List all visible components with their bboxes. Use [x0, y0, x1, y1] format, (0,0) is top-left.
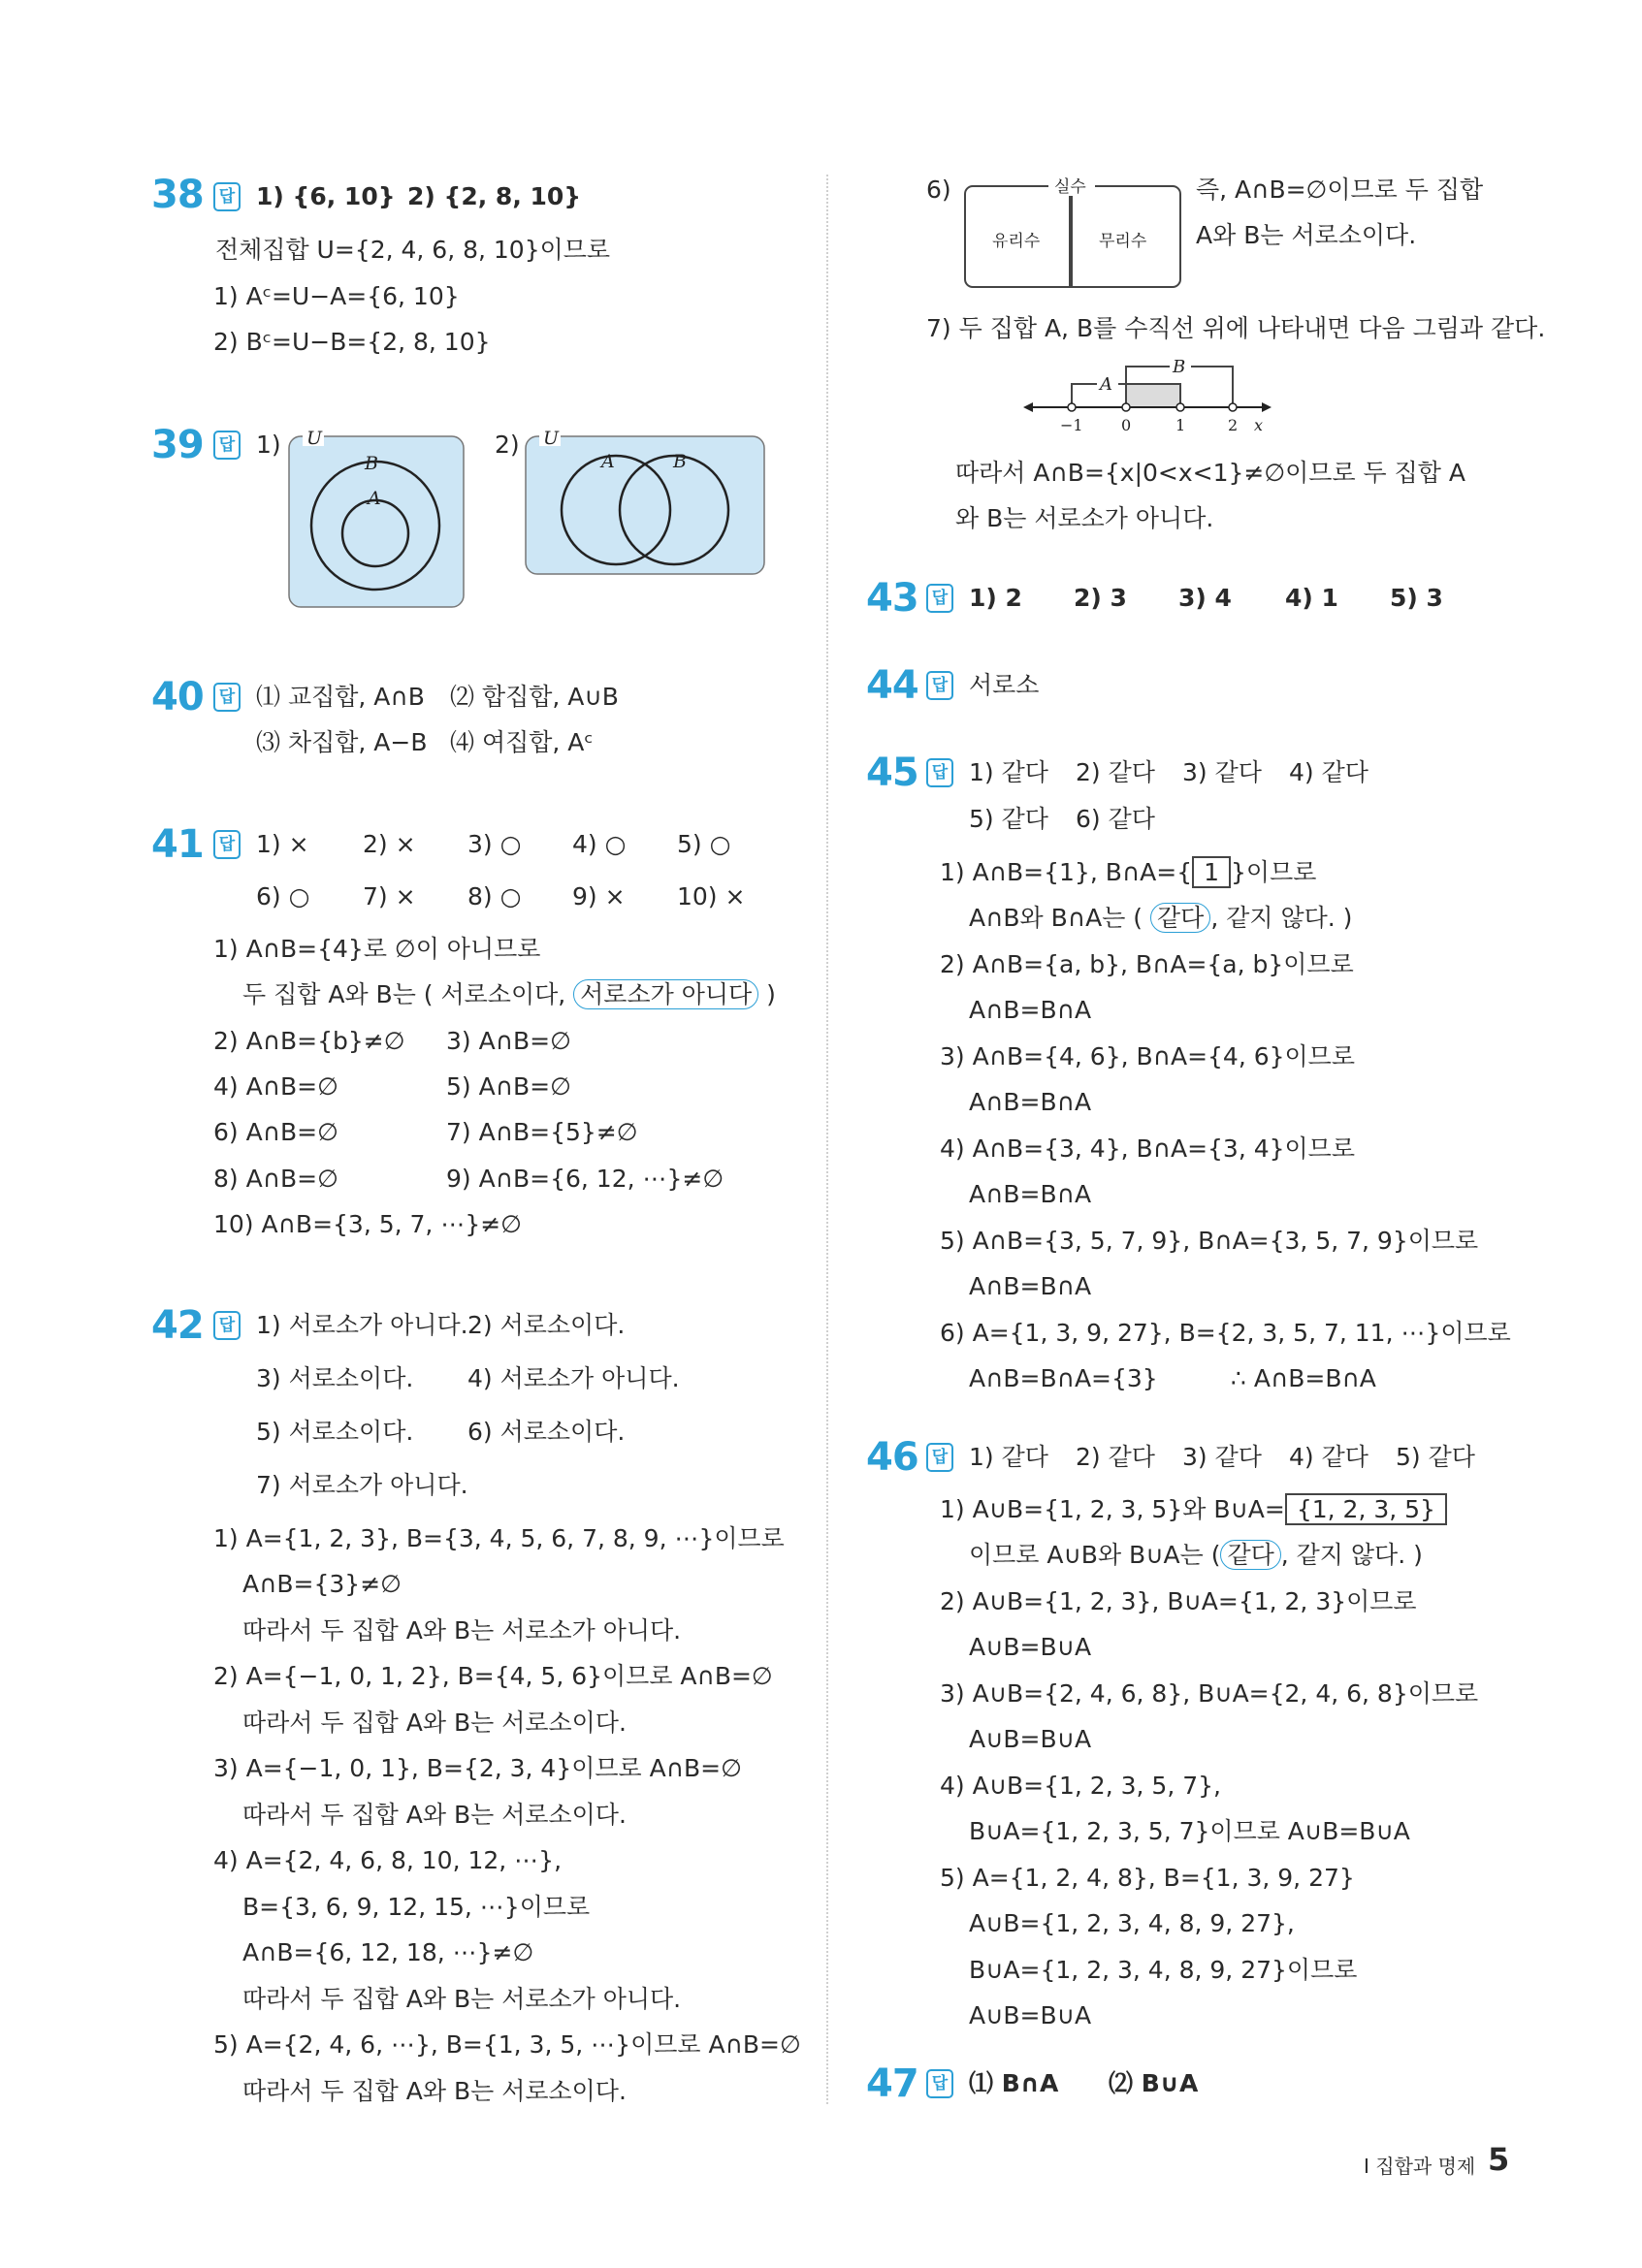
solution-line: 4) A∩B=∅ — [213, 1072, 338, 1101]
answer-38-2: 2) {2, 8, 10} — [407, 182, 582, 210]
nl-tick: 2 — [1228, 416, 1239, 434]
answer-badge: 답 — [213, 683, 241, 712]
problem-number-39: 39 — [151, 423, 204, 467]
problem-number-46: 46 — [866, 1435, 918, 1480]
answer-43-5: 5) 3 — [1390, 584, 1443, 612]
solution-line: 4) A∪B={1, 2, 3, 5, 7}, — [940, 1772, 1221, 1800]
solution-line: A∩B=B∩A — [969, 1180, 1092, 1208]
solution-line: 3) A∪B={2, 4, 6, 8}, B∪A={2, 4, 6, 8}이므로 — [940, 1679, 1479, 1708]
answer-47-1: ⑴ B∩A — [969, 2069, 1059, 2097]
solution-line: A∪B=B∪A — [969, 2001, 1092, 2029]
solution-line: 8) A∩B=∅ — [213, 1165, 338, 1193]
answer-43-2: 2) 3 — [1074, 584, 1127, 612]
solution-line: B∪A={1, 2, 3, 4, 8, 9, 27}이므로 — [969, 1956, 1358, 1984]
answer-46-3: 3) 같다 — [1182, 1443, 1262, 1471]
chapter-title: Ⅰ 집합과 명제 — [1364, 2155, 1476, 2178]
answer-40-2: ⑵ 합집합, A∪B — [450, 683, 619, 711]
answer-45-4: 4) 같다 — [1289, 758, 1368, 786]
answer-badge: 답 — [213, 182, 241, 211]
answer-41-1: 1) × — [256, 830, 309, 858]
nl-tick: 0 — [1121, 416, 1132, 434]
answer-45-6: 6) 같다 — [1076, 805, 1155, 833]
problem-number-40: 40 — [151, 675, 204, 719]
problem-number-44: 44 — [866, 663, 918, 708]
solution-line: 1) A∩B={1}, B∩A={ 1 }이므로 — [940, 858, 1317, 886]
nl-label-a: A — [1100, 374, 1112, 395]
answer-41-7: 7) × — [363, 882, 416, 910]
solution-line: 4) A∩B={3, 4}, B∩A={3, 4}이므로 — [940, 1134, 1355, 1163]
solution-line: 6) A∩B=∅ — [213, 1118, 338, 1146]
answer-40-3: ⑶ 차집합, A−B — [256, 728, 428, 756]
problem-number-43: 43 — [866, 576, 918, 621]
answer-41-10: 10) × — [677, 882, 746, 910]
solution-line: 두 집합 A와 B는 ( 서로소이다, 서로소가 아니다 ) — [242, 980, 776, 1008]
nl-axis-x: x — [1254, 416, 1264, 434]
answer-badge: 답 — [213, 1311, 241, 1340]
solution-line: 따라서 두 집합 A와 B는 서로소가 아니다. — [242, 1616, 682, 1645]
answer-42-4: 4) 서로소가 아니다. — [467, 1364, 680, 1392]
answer-40-4: ⑷ 여집합, Aᶜ — [450, 728, 594, 756]
solution-line: 5) A={2, 4, 6, ⋯}, B={1, 3, 5, ⋯}이므로 A∩B=∅ — [213, 2030, 801, 2059]
answer-47-2: ⑵ B∪A — [1109, 2069, 1199, 2097]
solution-line: 따라서 두 집합 A와 B는 서로소이다. — [242, 2077, 627, 2105]
solution-line: 1) A={1, 2, 3}, B={3, 4, 5, 6, 7, 8, 9, ⋯}이므로 — [213, 1524, 785, 1552]
answer-43-1: 1) 2 — [969, 584, 1022, 612]
solution-line: 따라서 두 집합 A와 B는 서로소이다. — [242, 1801, 627, 1829]
answer-46-1: 1) 같다 — [969, 1443, 1048, 1471]
solution-line: 9) A∩B={6, 12, ⋯}≠∅ — [446, 1165, 724, 1193]
solution-line: A∩B와 B∩A는 ( 같다 , 같지 않다. ) — [969, 904, 1353, 932]
answer-46-2: 2) 같다 — [1076, 1443, 1155, 1471]
solution-line: 6) — [926, 176, 951, 204]
solution-line: 2) Bᶜ=U−B={2, 8, 10} — [213, 328, 491, 356]
problem-number-47: 47 — [866, 2061, 918, 2106]
page-number: 5 — [1488, 2141, 1510, 2178]
answer-badge: 답 — [926, 671, 953, 700]
venn-diagram-1 — [287, 425, 467, 611]
answer-41-8: 8) ○ — [467, 882, 522, 910]
solution-line: A와 B는 서로소이다. — [1196, 221, 1417, 249]
solution-line: 2) A∩B={a, b}, B∩A={a, b}이므로 — [940, 950, 1354, 978]
solution-line: 5) A∩B=∅ — [446, 1072, 571, 1101]
solution-line: 5) A={1, 2, 4, 8}, B={1, 3, 9, 27} — [940, 1864, 1355, 1892]
answer-badge: 답 — [926, 2069, 953, 2098]
solution-line: 6) A={1, 3, 9, 27}, B={2, 3, 5, 7, 11, ⋯}이므로 — [940, 1319, 1511, 1347]
solution-line: 7) 두 집합 A, B를 수직선 위에 나타내면 다음 그림과 같다. — [926, 314, 1546, 342]
problem-number-41: 41 — [151, 822, 204, 867]
solution-line: A∩B={6, 12, 18, ⋯}≠∅ — [242, 1938, 534, 1966]
venn-label-u: U — [306, 428, 323, 449]
solution-line: 5) A∩B={3, 5, 7, 9}, B∩A={3, 5, 7, 9}이므로 — [940, 1227, 1479, 1255]
problem-number-38: 38 — [151, 173, 204, 217]
venn-label-b: B — [365, 453, 378, 474]
solution-line: 1) Aᶜ=U−A={6, 10} — [213, 282, 460, 310]
answer-40-1: ⑴ 교집합, A∩B — [256, 683, 425, 711]
venn-diagram-2 — [524, 425, 768, 578]
venn-label-u: U — [543, 428, 560, 449]
solution-line: A∩B={3}≠∅ — [242, 1570, 402, 1598]
answer-46-5: 5) 같다 — [1396, 1443, 1475, 1471]
answer-42-1: 1) 서로소가 아니다. — [256, 1311, 468, 1339]
solution-line: 1) A∩B={4}로 ∅이 아니므로 — [213, 935, 541, 963]
nl-tick: 1 — [1175, 416, 1186, 434]
problem-number-45: 45 — [866, 751, 918, 795]
nl-label-b: B — [1173, 357, 1186, 377]
circled-answer: 같다 — [1150, 903, 1210, 933]
box-label-rational: 유리수 — [992, 232, 1041, 251]
answer-42-6: 6) 서로소이다. — [467, 1418, 626, 1446]
solution-line: 2) A∩B={b}≠∅ — [213, 1027, 405, 1055]
answer-41-5: 5) ○ — [677, 830, 731, 858]
boxed-answer: 1 — [1192, 856, 1231, 888]
answer-42-5: 5) 서로소이다. — [256, 1418, 414, 1446]
solution-line: 10) A∩B={3, 5, 7, ⋯}≠∅ — [213, 1210, 522, 1238]
solution-line: 4) A={2, 4, 6, 8, 10, 12, ⋯}, — [213, 1846, 563, 1874]
problem-number-42: 42 — [151, 1303, 204, 1348]
boxed-answer: {1, 2, 3, 5} — [1285, 1493, 1447, 1525]
answer-41-9: 9) × — [572, 882, 626, 910]
solution-line: A∩B=B∩A={3} — [969, 1364, 1158, 1392]
answer-38-1: 1) {6, 10} — [256, 182, 396, 210]
answer-43-3: 3) 4 — [1178, 584, 1232, 612]
solution-line: A∪B=B∪A — [969, 1633, 1092, 1661]
circled-answer: 서로소가 아니다 — [573, 979, 758, 1009]
solution-line: B={3, 6, 9, 12, 15, ⋯}이므로 — [242, 1893, 591, 1921]
answer-45-5: 5) 같다 — [969, 805, 1048, 833]
venn-label-a: A — [368, 488, 381, 509]
answer-46-4: 4) 같다 — [1289, 1443, 1368, 1471]
solution-line: 2) A={−1, 0, 1, 2}, B={4, 5, 6}이므로 A∩B=∅ — [213, 1662, 773, 1690]
answer-44: 서로소 — [969, 671, 1040, 699]
solution-line: 따라서 두 집합 A와 B는 서로소이다. — [242, 1709, 627, 1737]
solution-line: 따라서 두 집합 A와 B는 서로소가 아니다. — [242, 1985, 682, 2013]
real-number-diagram — [961, 171, 1184, 291]
answer-41-4: 4) ○ — [572, 830, 627, 858]
solution-line: 이므로 A∪B와 B∪A는 ( 같다 , 같지 않다. ) — [969, 1541, 1423, 1569]
answer-45-1: 1) 같다 — [969, 758, 1048, 786]
solution-line: A∩B=B∩A — [969, 1088, 1092, 1116]
solution-line: A∩B=B∩A — [969, 996, 1092, 1024]
answer-badge: 답 — [213, 830, 241, 859]
solution-line: 3) A∩B={4, 6}, B∩A={4, 6}이므로 — [940, 1042, 1355, 1070]
venn-label-b: B — [673, 451, 687, 472]
answer-badge: 답 — [926, 1443, 953, 1472]
solution-line: 2) A∪B={1, 2, 3}, B∪A={1, 2, 3}이므로 — [940, 1587, 1417, 1615]
solution-line: A∪B={1, 2, 3, 4, 8, 9, 27}, — [969, 1909, 1295, 1937]
solution-line: ∴ A∩B=B∩A — [1231, 1364, 1376, 1392]
circled-answer: 같다 — [1220, 1540, 1280, 1570]
answer-42-7: 7) 서로소가 아니다. — [256, 1471, 468, 1499]
box-label-irrational: 무리수 — [1099, 232, 1147, 251]
answer-42-2: 2) 서로소이다. — [467, 1311, 626, 1339]
solution-line: A∪B=B∪A — [969, 1725, 1092, 1753]
venn-label-a: A — [601, 451, 615, 472]
solution-line: 즉, A∩B=∅이므로 두 집합 — [1196, 176, 1484, 204]
answer-41-3: 3) ○ — [467, 830, 522, 858]
solution-line: 전체집합 U={2, 4, 6, 8, 10}이므로 — [215, 236, 611, 264]
answer-41-6: 6) ○ — [256, 882, 310, 910]
solution-line: 7) A∩B={5}≠∅ — [446, 1118, 638, 1146]
solution-line: 따라서 A∩B={x|0<x<1}≠∅이므로 두 집합 A — [955, 459, 1465, 487]
nl-tick: −1 — [1060, 416, 1083, 434]
answer-badge: 답 — [926, 584, 953, 613]
box-label-real: 실수 — [1054, 177, 1086, 197]
answer-43-4: 4) 1 — [1285, 584, 1338, 612]
solution-line: 1) A∪B={1, 2, 3, 5}와 B∪A= {1, 2, 3, 5} — [940, 1497, 1447, 1521]
solution-line: 3) A={−1, 0, 1}, B={2, 3, 4}이므로 A∩B=∅ — [213, 1754, 742, 1782]
solution-line: 와 B는 서로소가 아니다. — [955, 504, 1214, 532]
answer-45-2: 2) 같다 — [1076, 758, 1155, 786]
solution-line: A∩B=B∩A — [969, 1272, 1092, 1300]
answer-39-1-label: 1) — [256, 431, 281, 459]
number-line-diagram — [1021, 353, 1273, 436]
answer-45-3: 3) 같다 — [1182, 758, 1262, 786]
solution-line: 3) A∩B=∅ — [446, 1027, 571, 1055]
solution-line: B∪A={1, 2, 3, 5, 7}이므로 A∪B=B∪A — [969, 1817, 1410, 1845]
answer-badge: 답 — [926, 758, 953, 787]
column-divider — [826, 175, 828, 2104]
answer-41-2: 2) × — [363, 830, 416, 858]
answer-39-2-label: 2) — [495, 431, 520, 459]
answer-badge: 답 — [213, 431, 241, 460]
answer-42-3: 3) 서로소이다. — [256, 1364, 414, 1392]
